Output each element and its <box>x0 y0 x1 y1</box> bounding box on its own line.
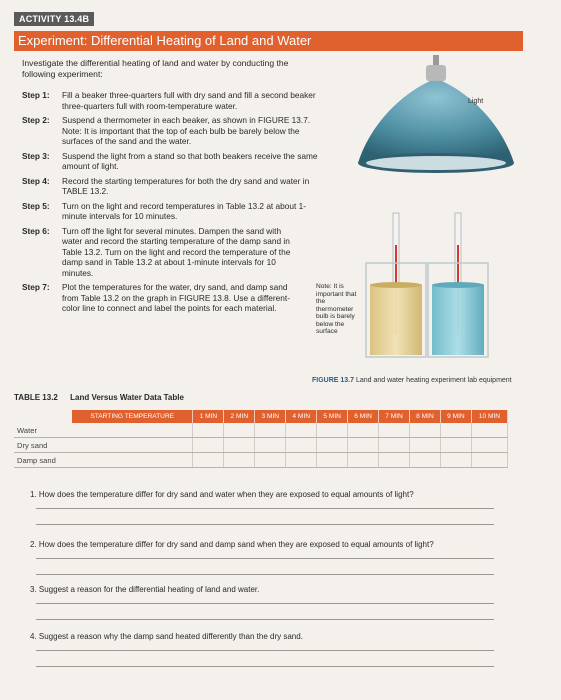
table-cell[interactable] <box>224 438 255 453</box>
col-header: 2 MIN <box>224 410 255 423</box>
step-5 <box>22 201 322 222</box>
col-header: 1 MIN <box>193 410 224 423</box>
step-6 <box>22 226 322 279</box>
table-cell[interactable] <box>317 423 348 438</box>
step-text: Suspend a thermometer in each beaker, as shown in FIGURE 13.7. Note: It is important that the top of each bulb be barely below the surfaces of the sand and the water. <box>62 115 311 146</box>
answer-line[interactable] <box>36 666 494 667</box>
row-label: Dry sand <box>14 438 72 453</box>
row-label: Water <box>14 423 72 438</box>
table-cell[interactable] <box>348 453 379 468</box>
table-cell[interactable] <box>410 438 441 453</box>
intro-text: Investigate the differential heating of land and water by conducting the following experiment: <box>22 58 289 79</box>
activity-title: Experiment: Differential Heating of Land and Water <box>14 31 523 51</box>
activity-badge: ACTIVITY 13.4B <box>14 12 94 26</box>
table-cell[interactable] <box>255 453 286 468</box>
question-1: 1. How does the temperature differ for dry sand and water when they are exposed to equal amounts of light? <box>30 490 414 499</box>
step-3 <box>22 151 322 172</box>
table-cell[interactable] <box>193 423 224 438</box>
table-cell[interactable] <box>440 438 471 453</box>
figure-note: Note: It is important that the thermometer bulb is barely below the surface <box>316 283 357 335</box>
table-cell[interactable] <box>193 453 224 468</box>
step-label: Step 3: <box>22 150 50 161</box>
light-label: Light <box>468 98 484 105</box>
answer-line[interactable] <box>36 508 494 509</box>
step-text: Turn on the light and record temperatures in Table 13.2 at about 1-minute intervals for 10 minutes. <box>62 200 306 221</box>
answer-line[interactable] <box>36 603 494 604</box>
answer-line[interactable] <box>36 574 494 575</box>
step-text: Suspend the light from a stand so that both beakers receive the same amount of light. <box>62 150 318 171</box>
table-header-row <box>14 410 508 423</box>
table-cell[interactable] <box>379 453 410 468</box>
table-cell[interactable] <box>471 438 507 453</box>
step-text: Plot the temperatures for the water, dry sand, and damp sand from Table 13.2 on the graph in FIGURE 13.8. Use a different-color line to connect and label the points for each material. <box>62 282 290 313</box>
step-text: Fill a beaker three-quarters full with dry sand and fill a second beaker three-quarters full with room-temperature water. <box>62 90 316 111</box>
table-cell[interactable] <box>286 453 317 468</box>
figure-caption <box>312 376 512 385</box>
question-4: 4. Suggest a reason why the damp sand heated differently than the dry sand. <box>30 632 303 641</box>
row-label: Damp sand <box>14 453 72 468</box>
table-cell[interactable] <box>72 423 193 438</box>
table-title <box>14 393 194 402</box>
table-cell[interactable] <box>286 438 317 453</box>
table-cell[interactable] <box>224 453 255 468</box>
table-cell[interactable] <box>317 438 348 453</box>
step-text: Turn off the light for several minutes. Dampen the sand with water and record the starting temperature of the damp sand in Table 13.2. Turn on the light and record the temperature of the damp sand in Table 13.2 at about 1-minute intervals for 10 minutes. <box>62 225 291 278</box>
answer-line[interactable] <box>36 619 494 620</box>
table-cell[interactable] <box>348 438 379 453</box>
table-cell[interactable] <box>440 423 471 438</box>
step-label: Step 7: <box>22 282 50 292</box>
col-header: 4 MIN <box>286 410 317 423</box>
table-row-damp-sand <box>14 453 508 468</box>
table-cell[interactable] <box>471 423 507 438</box>
table-cell[interactable] <box>224 423 255 438</box>
table-cell[interactable] <box>410 423 441 438</box>
figure-caption-text: Land and water heating experiment lab equipment <box>355 377 512 384</box>
answer-line[interactable] <box>36 524 494 525</box>
table-cell[interactable] <box>193 438 224 453</box>
step-label: Step 2: <box>22 115 50 125</box>
step-4 <box>22 176 322 197</box>
step-label: Step 5: <box>22 200 50 211</box>
table-row-dry-sand <box>14 438 508 453</box>
table-cell[interactable] <box>286 423 317 438</box>
table-cell[interactable] <box>72 438 193 453</box>
table-cell[interactable] <box>440 453 471 468</box>
table-cell[interactable] <box>410 453 441 468</box>
table-cell[interactable] <box>72 453 193 468</box>
col-header: STARTING TEMPERATURE <box>72 410 193 423</box>
lamp-icon <box>358 55 514 173</box>
step-7 <box>22 282 322 314</box>
table-cell[interactable] <box>317 453 348 468</box>
table-number: TABLE 13.2 <box>14 393 58 402</box>
table-cell[interactable] <box>471 453 507 468</box>
step-text: Record the starting temperatures for both the dry sand and water in TABLE 13.2. <box>62 175 310 196</box>
table-row-water <box>14 423 508 438</box>
data-table <box>14 410 508 468</box>
answer-line[interactable] <box>36 650 494 651</box>
step-1 <box>22 90 322 111</box>
table-cell[interactable] <box>255 423 286 438</box>
col-header: 3 MIN <box>255 410 286 423</box>
table-cell[interactable] <box>379 438 410 453</box>
question-2: 2. How does the temperature differ for dry sand and damp sand when they are exposed to equal amounts of light? <box>30 540 434 549</box>
step-label: Step 1: <box>22 90 50 100</box>
step-2 <box>22 115 322 147</box>
col-header: 7 MIN <box>379 410 410 423</box>
experiment-illustration <box>300 55 540 385</box>
col-header: 6 MIN <box>348 410 379 423</box>
step-label: Step 4: <box>22 175 50 186</box>
table-name: Land Versus Water Data Table <box>70 393 184 402</box>
step-label: Step 6: <box>22 225 50 236</box>
table-cell[interactable] <box>379 423 410 438</box>
steps-list <box>22 90 322 318</box>
figure-number: FIGURE 13.7 <box>312 377 355 384</box>
col-header: 10 MIN <box>471 410 507 423</box>
col-header: 9 MIN <box>440 410 471 423</box>
question-3: 3. Suggest a reason for the differential heating of land and water. <box>30 585 260 594</box>
table-cell[interactable] <box>255 438 286 453</box>
col-header: 8 MIN <box>410 410 441 423</box>
table-cell[interactable] <box>348 423 379 438</box>
col-header: 5 MIN <box>317 410 348 423</box>
corner-cell <box>14 410 72 423</box>
answer-line[interactable] <box>36 558 494 559</box>
